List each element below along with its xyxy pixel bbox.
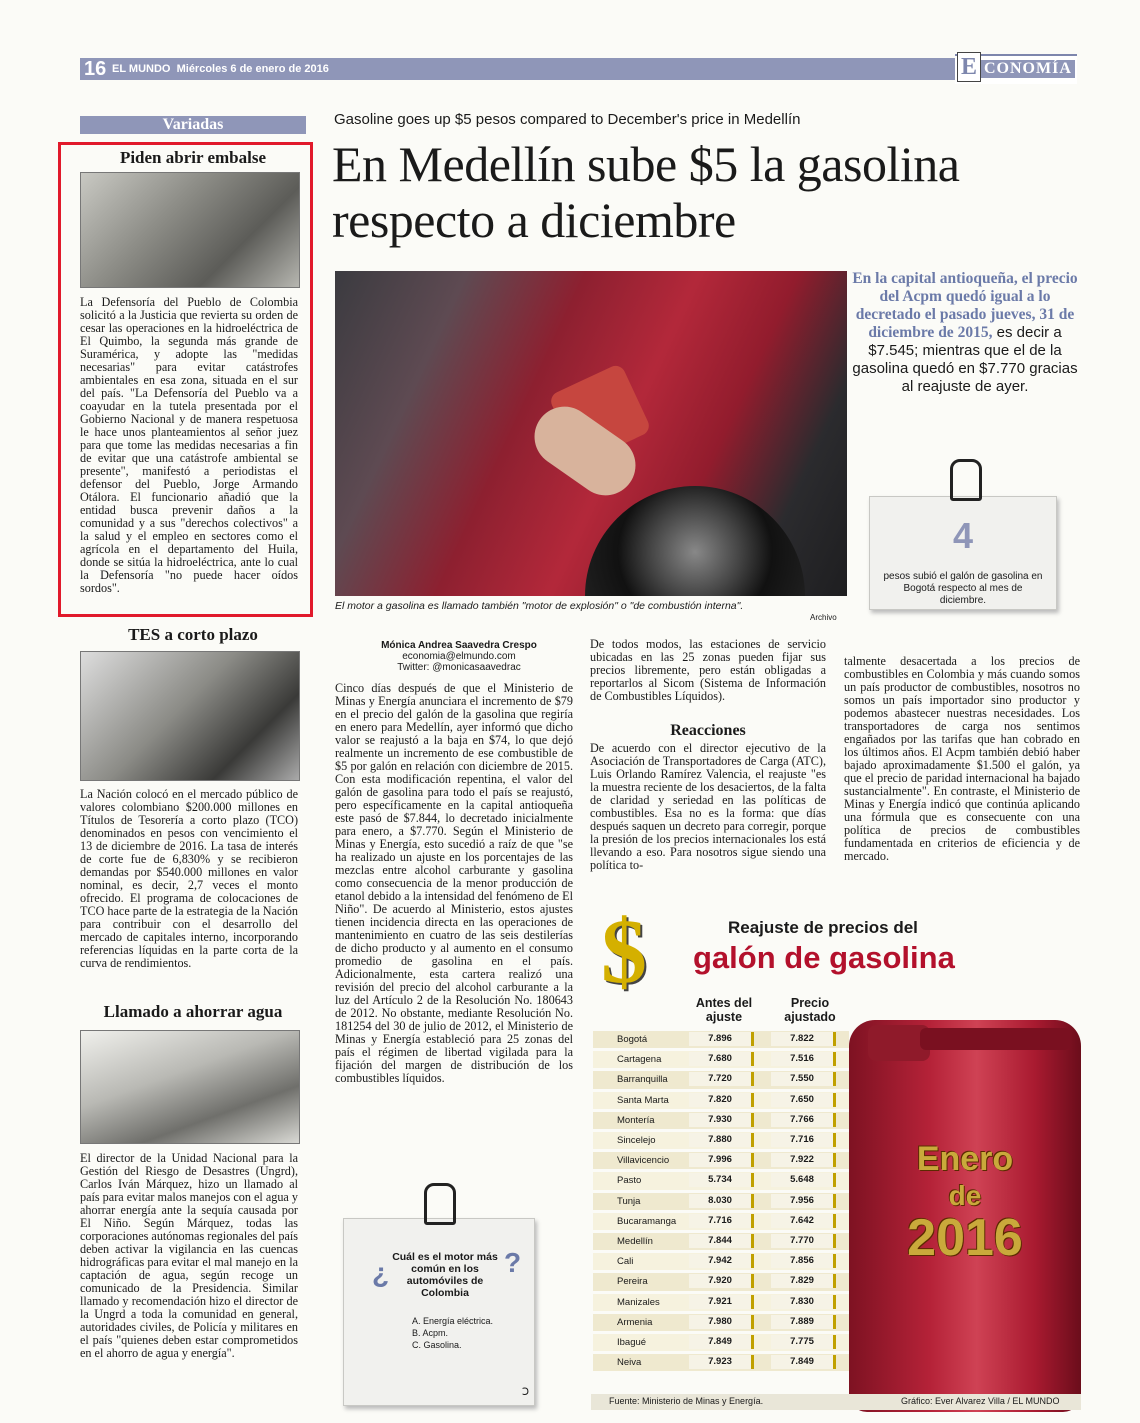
subhead-reacciones: Reacciones <box>670 722 746 739</box>
price-before: 7.996 <box>689 1153 754 1167</box>
price-after: 7.550 <box>771 1072 836 1086</box>
column-header-after: Precio ajustado <box>784 996 836 1024</box>
city-name: Bogotá <box>617 1034 648 1045</box>
pull-quote <box>852 270 1078 396</box>
story-title-embalse: Piden abrir embalse <box>119 148 267 167</box>
infographic-title-1: Reajuste de precios del <box>728 918 918 937</box>
price-after: 7.829 <box>771 1274 836 1288</box>
price-row <box>593 1273 849 1290</box>
quiz-option-c: C. Gasolina. <box>412 1340 462 1350</box>
article-column-2b: De acuerdo con el director ejecutivo de la Asociación de Transportadores de Carga (ATC), Luis Orlando Ramírez Valencia, el reajuste "es la muestra reciente de los desaciertos, de la falta de claridad y seriedad en las políticas de combustibles. Esa no es la forma: que días después saquen un decreto para corregir, porque la presión de los precios internacionales los está llevando a eso. Para nosotros sigue siendo una política to- <box>590 741 826 872</box>
city-name: Cartagena <box>617 1054 662 1066</box>
source-text: Fuente: Ministerio de Minas y Energía. <box>609 1396 764 1406</box>
city-name: Pereira <box>617 1276 648 1288</box>
city-name: Bucaramanga <box>617 1215 677 1227</box>
price-row <box>593 1354 849 1371</box>
byline <box>335 640 583 673</box>
pull-quote-highlight: En la capital antioqueña, el precio del Acpm quedó igual a lo decretado el pasado jueves, 31 de diciembre de 2015, <box>852 270 1078 341</box>
city-name: Sincelejo <box>617 1135 656 1146</box>
price-row <box>593 1193 849 1210</box>
price-after: 7.856 <box>771 1254 836 1268</box>
price-row <box>593 1334 849 1351</box>
price-before: 8.030 <box>689 1194 754 1208</box>
article-kicker: Gasoline goes up $5 pesos compared to December's price in Medellín <box>334 111 801 128</box>
dam-photo <box>80 172 300 288</box>
fuel-pump-photo <box>335 271 847 596</box>
binder-clip-icon <box>950 459 982 501</box>
price-after: 7.775 <box>771 1335 836 1349</box>
price-before: 7.923 <box>689 1355 754 1369</box>
price-before: 7.720 <box>689 1072 754 1086</box>
section-initial: E <box>957 52 981 82</box>
price-before: 7.930 <box>689 1113 754 1127</box>
article-headline: En Medellín sube $5 la gasolina respecto a diciembre <box>332 136 960 248</box>
price-after: 7.922 <box>771 1153 836 1167</box>
price-row <box>593 1152 849 1169</box>
city-name: Neiva <box>617 1357 642 1369</box>
price-after: 7.770 <box>771 1234 836 1248</box>
price-before: 7.942 <box>689 1254 754 1268</box>
author-name: Mónica Andrea Saavedra Crespo <box>381 640 537 651</box>
issue-date: Miércoles 6 de enero de 2016 <box>176 63 329 75</box>
jerrycan-word-1: Enero <box>916 1140 1014 1178</box>
price-row <box>593 1294 849 1311</box>
city-name: Tunja <box>617 1195 641 1207</box>
story-title-agua: Llamado a ahorrar agua <box>103 1002 283 1021</box>
sidebar-label: Variadas <box>80 116 306 134</box>
dollar-sign-icon: $ <box>601 900 647 1002</box>
price-before: 7.920 <box>689 1274 754 1288</box>
section-name: CONOMÍA <box>981 60 1075 78</box>
price-after: 7.822 <box>771 1032 836 1046</box>
price-before: 7.980 <box>689 1315 754 1329</box>
price-before: 7.849 <box>689 1335 754 1349</box>
infographic-title-2: galón de gasolina <box>693 940 955 975</box>
price-row <box>593 1253 849 1270</box>
quiz-option-b: B. Acpm. <box>412 1328 449 1338</box>
binder-clip-icon <box>424 1183 456 1225</box>
price-after: 7.830 <box>771 1295 836 1309</box>
city-name: Medellín <box>617 1236 653 1247</box>
price-after: 7.766 <box>771 1113 836 1127</box>
city-name: Armenia <box>617 1316 653 1328</box>
price-row <box>593 1132 849 1149</box>
city-name: Villavicencio <box>617 1155 670 1167</box>
city-name: Barranquilla <box>617 1074 668 1086</box>
quiz-footer-glyph: Ↄ <box>522 1387 530 1398</box>
faucet-photo <box>80 1030 300 1144</box>
wheel-shape <box>585 486 805 596</box>
quiz-card <box>343 1218 535 1406</box>
article-column-3: talmente desacertada a los precios de combustibles en Colombia y más cuando somos un país productor de combustibles, nosotros no somos un país importador sino productor y podemos abastecer nuestras necesidades. Los transportadores de carga nos sentimos engañados por las tarifas que han cobrado en los últimos años. El Acpm también debió haber bajado aproximadamente $1.500 el galón, ya que el precio de paridad internacional ha bajado sustancialmente". En contraste, el Ministerio de Minas y Energía indicó que continúa aplicando una fórmula que es consecuente con una política de precios de combustibles fundamentada en criterios de eficiencia y de mercado. <box>844 654 1080 863</box>
price-after: 7.650 <box>771 1093 836 1107</box>
price-before: 5.734 <box>689 1173 754 1187</box>
jerrycan-handle <box>920 1028 1070 1050</box>
city-name: Cali <box>617 1256 634 1268</box>
price-row <box>593 1092 849 1109</box>
price-after: 7.889 <box>771 1315 836 1329</box>
story-body-tes: La Nación colocó en el mercado público de valores colombiano $200.000 millones en Títulos de Tesorería a corto plazo (TCO) denominados en pesos con vencimiento el 13 de diciembre de 2016. La tasa de interés de corte fue de 6,830% y se recibieron demandas por $540.000 millones en valor nominal, es decir, 2,7 veces el monto ofrecido. El programa de colocaciones de TCO hace parte de la estrategia de la Nación para contribuir con el desarrollo del mercado de capitales interno, incorporando referencias líquidas en la parte corta de la curva de rendimientos. <box>80 787 298 970</box>
price-row <box>593 1172 849 1189</box>
source-bar <box>591 1394 1081 1410</box>
price-row <box>593 1031 849 1048</box>
quiz-question: Cuál es el motor más común en los automóviles de Colombia <box>392 1251 498 1299</box>
price-before: 7.921 <box>689 1295 754 1309</box>
fact-note-card <box>869 496 1057 610</box>
price-row <box>593 1314 849 1331</box>
story-body-embalse: La Defensoría del Pueblo de Colombia solicitó a la Justicia que revierta su orden de cesar las operaciones en la hidroeléctrica de El Quimbo, la segunda más grande de Suramérica, y adopte las "medidas necesarias" para evitar catástrofes ambientales en esa zona, situada en el sur del país. "La Defensoría del Pueblo va a coayudar en la tutela presentada por el Gobierno Nacional y de manera respetuosa le hace unos planteamientos al señor juez para que tome las medidas necesarias a fin de evitar que una catástrofe ambiental se presente", manifestó a periodistas el defensor del Pueblo, Jorge Armando Otálora. El funcionario añadió que la entidad busca prevenir daños a la comunidad y a sus "derechos colectivos" a la salud y el empleo en sectores como el agrícola en el departamento del Huila, donde se sitúa la hidroeléctrica, ante lo cual la Defensoría "no puede hacer oídos sordos". <box>80 295 298 595</box>
price-after: 7.956 <box>771 1194 836 1208</box>
city-name: Santa Marta <box>617 1094 669 1106</box>
masthead-name: EL MUNDO <box>112 63 171 75</box>
city-name: Ibagué <box>617 1337 647 1348</box>
jerrycan-year: 2016 <box>907 1209 1023 1267</box>
price-before: 7.820 <box>689 1093 754 1107</box>
price-after: 7.642 <box>771 1214 836 1228</box>
column-header-before: Antes del ajuste <box>695 996 753 1024</box>
price-row <box>593 1233 849 1250</box>
fact-text: pesos subió el galón de gasolina en Bogotá respecto al mes de diciembre. <box>883 571 1043 606</box>
story-body-agua: El director de la Unidad Nacional para la Gestión del Riesgo de Desastres (Ungrd), Carlos Iván Márquez, hizo un llamado al país para evitar malos manejos con el agua y ahorrar energía ante la sequía causada por El Niño. Según Márquez, todas las corporaciones autónomas regionales del país deben activar la vigilancia en las cuencas hidrográficas para evitar el mal manejo en la captación de agua, según recoge un comunicado de la Presidencia. Similar llamado y recomendación hizo el director de la Ungrd a toda la comunidad en general, autoridades civiles, de Policía y militares en el país "quienes deben estar comprometidos en el ahorro de agua y energía". <box>80 1151 298 1360</box>
city-name: Montería <box>617 1114 655 1126</box>
city-name: Pasto <box>617 1175 642 1187</box>
question-close-mark: ? <box>504 1247 522 1278</box>
price-row <box>593 1051 849 1068</box>
price-after: 5.648 <box>771 1173 836 1187</box>
article-column-1: Cinco días después de que el Ministerio de Minas y Energía anunciara el incremento de $79 en el precio del galón de la gasolina que regiría en enero para Medellín, ayer informó que dicho valor se reajustó a la baja en $74, lo que dejó realmente un incremento de ese combustible de $5 por galón en relación con diciembre de 2015. Con esta modificación repentina, el valor del galón de gasolina para todo el país se reajustó, pero específicamente en la capital antioqueña este pasó de $7.844, lo decretado inicialmente para enero, a $7.770. Según el Ministerio de Minas y Energía, esto sucedió a raíz de que "se ha realizado un ajuste en los porcentajes de las mezclas entre alcohol carburante y gasolina como consecuencia de la menor producción de etanol debido a la intensidad del fenómeno de El Niño". De acuerdo al Ministerio, estos ajustes tienen incidencia directa en las operaciones de mantenimiento en cuatro de las seis destilerías de dicho producto y al aumento en el consumo promedio de gasolina en el país. Adicionalmente, esta cartera realizó una revisión del precio del alcohol carburante a la luz del Artículo 2 de la Resolución No. 180643 de 2012. No obstante, mediante Resolución No. 181254 del 30 de julio de 2012, el Ministerio de Minas y Energía estableció para 25 zonas del país el régimen de libertad vigilada para la fijación del margen de distribución de los combustibles líquidos. <box>335 681 573 1085</box>
city-name: Manizales <box>617 1296 660 1308</box>
price-before: 7.680 <box>689 1052 754 1066</box>
pull-quote-rest: es decir a $7.545; mientras que el de la gasolina quedó en $7.770 gracias al reajuste de ayer. <box>852 324 1078 395</box>
quiz-option-a: A. Energía eléctrica. <box>412 1316 494 1326</box>
author-email: economia@elmundo.com <box>402 651 516 662</box>
price-after: 7.716 <box>771 1133 836 1147</box>
author-twitter: Twitter: @monicasaavedrac <box>397 662 521 673</box>
page-number: 16 <box>84 58 107 80</box>
price-after: 7.516 <box>771 1052 836 1066</box>
photo-credit: Archivo <box>810 613 837 622</box>
graphic-credit: Gráfico: Ever Alvarez Villa / EL MUNDO <box>901 1396 1060 1406</box>
price-before: 7.844 <box>689 1234 754 1248</box>
jerrycan-word-2: de <box>948 1180 982 1211</box>
banknotes-photo <box>80 651 300 781</box>
masthead <box>112 63 329 75</box>
article-column-2a: De todos modos, las estaciones de servicio ubicadas en las 25 zonas pueden fijar sus precios libremente, pero están obligadas a reportarlos al Sicom (Sistema de Información de Combustibles Líquidos). <box>590 637 826 703</box>
price-after: 7.849 <box>771 1355 836 1369</box>
photo-caption: El motor a gasolina es llamado también "motor de explosión" o "de combustión interna". <box>335 600 744 612</box>
fact-number: 4 <box>952 515 974 556</box>
question-open-mark: ¿ <box>372 1257 390 1288</box>
price-row <box>593 1213 849 1230</box>
price-before: 7.880 <box>689 1133 754 1147</box>
price-row <box>593 1071 849 1088</box>
story-title-tes: TES a corto plazo <box>128 625 258 644</box>
price-before: 7.896 <box>689 1032 754 1046</box>
quiz-options <box>412 1315 493 1351</box>
price-before: 7.716 <box>689 1214 754 1228</box>
price-row <box>593 1112 849 1129</box>
